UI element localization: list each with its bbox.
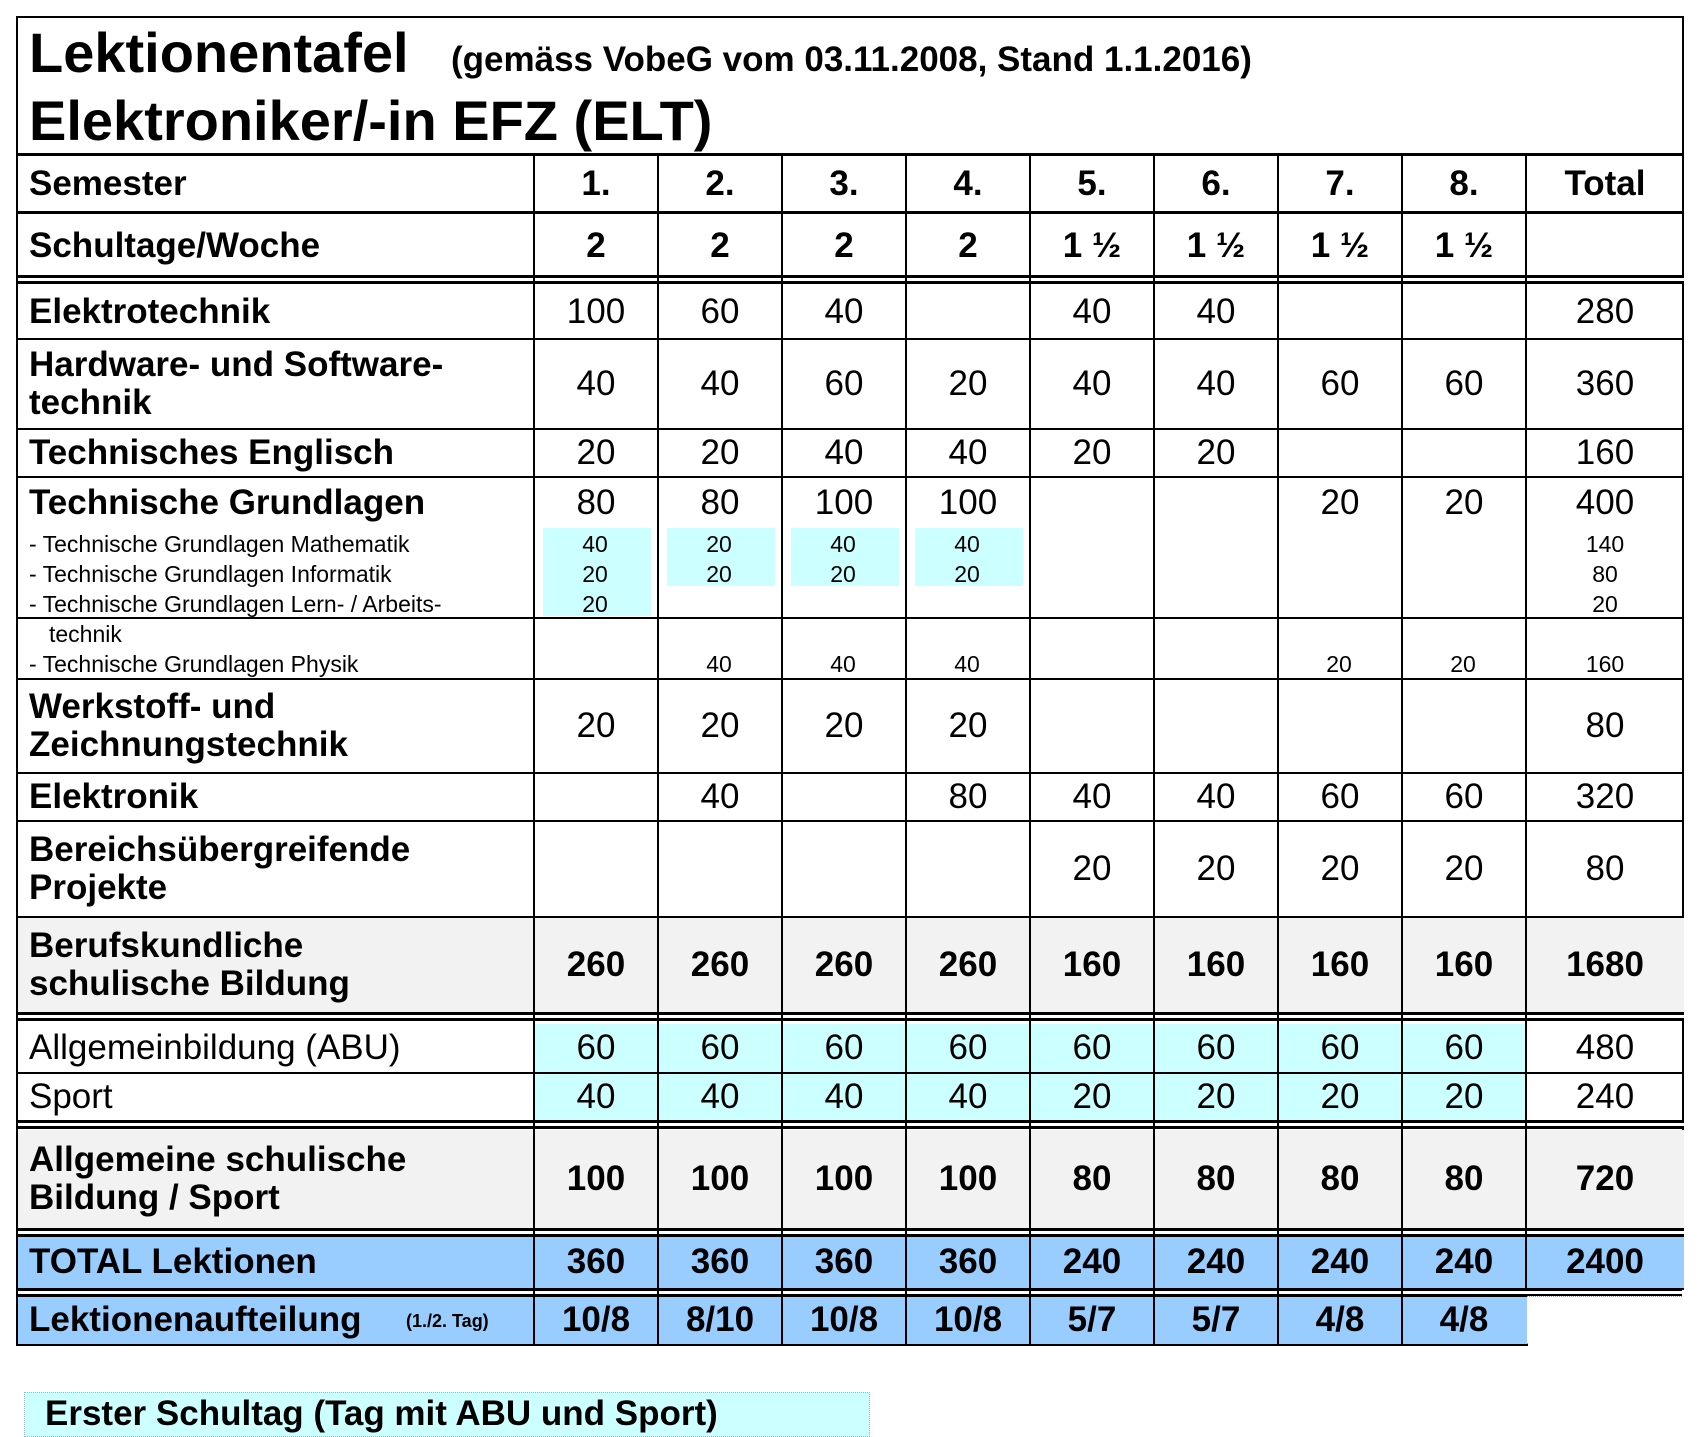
subject-elektronik-cell-7: 60 [1320,777,1360,816]
col-divider-3 [781,154,783,1344]
subject-technische-grundlagen-cell-3: 100 [814,483,874,522]
subject-technische-grundlagen-cell-6 [1154,478,1278,528]
subject-elektronik-cell-5: 40 [1072,777,1112,816]
subject-elektrotechnik-label: Elektrotechnik [29,291,271,331]
subject-werkstoff-cell-6 [1154,680,1278,772]
tg-sub-3-total: 20 [1592,591,1618,617]
subject-elektronik-cell-4: 80 [948,777,988,816]
allgemein-total-row-label: Allgemeine schulische Bildung / Sport [29,1139,407,1217]
subject-werkstoff-cell-1: 20 [576,706,616,745]
sheet-border-gap [1528,1342,1686,1348]
total-row-cell-5: 240 [1062,1242,1122,1281]
tg-sub-1-cell-2: 20 [706,531,732,557]
sport-row-total: 240 [1575,1077,1635,1116]
days-row-cell-4: 2 [958,226,978,265]
subject-elektrotechnik-cell-7 [1278,286,1402,338]
subject-elektronik-label: Elektronik [29,776,199,816]
subject-elektrotechnik-cell-5: 40 [1072,292,1112,331]
abu-row-cell-4: 60 [948,1028,988,1067]
total-row-label: TOTAL Lektionen [29,1241,317,1281]
berufskundlich-row-cell-5: 160 [1062,945,1122,984]
subject-technisches-englisch-cell-2: 20 [700,433,740,472]
col-divider-6 [1153,154,1155,1344]
tg-sub-4-cell-7: 20 [1326,651,1352,677]
rule-8 [18,916,1684,918]
subject-technisches-englisch-total: 160 [1575,433,1635,472]
subject-technisches-englisch-cell-1: 20 [576,433,616,472]
tg-sub-3-cell-1: 20 [582,591,608,617]
tg-sub-1-cell-4: 40 [954,531,980,557]
abu-row-cell-3: 60 [824,1028,864,1067]
subject-elektrotechnik-cell-3: 40 [824,292,864,331]
berufskundlich-row-cell-6: 160 [1186,945,1246,984]
berufskundlich-row-label: Berufskundliche schulische Bildung [29,925,350,1003]
subject-hardware-software-cell-6: 40 [1196,364,1236,403]
subject-hardware-software-cell-2: 40 [700,364,740,403]
sport-row-label: Sport [29,1076,113,1116]
rule-12 [18,1228,1684,1237]
sport-row-cell-8: 20 [1444,1077,1484,1116]
days-row-total [1526,216,1684,276]
subject-technische-grundlagen-cell-5 [1030,478,1154,528]
subject-elektrotechnik-cell-1: 100 [566,292,626,331]
sheet-border-gap-right [1682,1290,1686,1348]
days-row-cell-5: 1 ½ [1062,226,1122,265]
tg-sub-1-cell-1: 40 [582,531,608,557]
subject-projekte-cell-1 [534,822,658,916]
rule-7 [18,820,1684,822]
tg-sub-2-cell-4: 20 [954,561,980,587]
abu-row-cell-2: 60 [700,1028,740,1067]
subject-hardware-software-cell-3: 60 [824,364,864,403]
subject-werkstoff-cell-3: 20 [824,706,864,745]
rule-13 [18,1288,1684,1297]
subject-technische-grundlagen-total: 400 [1575,483,1635,522]
berufskundlich-row-cell-2: 260 [690,945,750,984]
subject-projekte-label: Bereichsübergreifende Projekte [29,829,411,907]
subject-projekte-cell-6: 20 [1196,849,1236,888]
subject-elektronik-cell-8: 60 [1444,777,1484,816]
subject-hardware-software-label: Hardware- und Software- technik [29,344,444,422]
subject-projekte-cell-5: 20 [1072,849,1112,888]
total-row-cell-4: 360 [938,1242,998,1281]
subject-elektrotechnik-cell-2: 60 [700,292,740,331]
split-row-cell-4: 10/8 [933,1300,1003,1339]
semester-row-total: Total [1564,164,1646,203]
semester-row-cell-6: 6. [1201,164,1231,203]
split-row-cell-5: 5/7 [1067,1300,1117,1339]
subject-projekte-cell-7: 20 [1320,849,1360,888]
subject-werkstoff-total: 80 [1585,706,1625,745]
rule-10 [18,1072,1684,1074]
subject-projekte-cell-4 [906,822,1030,916]
allgemein-total-row-cell-5: 80 [1072,1159,1112,1198]
berufskundlich-row-cell-1: 260 [566,945,626,984]
col-divider-7 [1277,154,1279,1344]
rule-1 [18,338,1684,340]
tg-sub-4-total: 160 [1585,651,1625,677]
total-row-cell-2: 360 [690,1242,750,1281]
abu-row-cell-6: 60 [1196,1028,1236,1067]
tg-sub-1-cell-3: 40 [830,531,856,557]
abu-row-cell-8: 60 [1444,1028,1484,1067]
col-divider-8 [1401,154,1403,1344]
tg-sub-2-cell-2: 20 [706,561,732,587]
split-row-label: Lektionenaufteilung [29,1299,362,1339]
subject-elektrotechnik-cell-8 [1402,286,1526,338]
subject-elektrotechnik-cell-6: 40 [1196,292,1236,331]
split-row-cell-1: 10/8 [561,1300,631,1339]
subject-projekte-cell-2 [658,822,782,916]
subject-hardware-software-cell-7: 60 [1320,364,1360,403]
subject-elektronik-total: 320 [1575,777,1635,816]
total-row-cell-3: 360 [814,1242,874,1281]
subject-technisches-englisch-cell-3: 40 [824,433,864,472]
subject-technisches-englisch-cell-4: 40 [948,433,988,472]
allgemein-total-row-total: 720 [1575,1159,1635,1198]
tg-sub-4-cell-8: 20 [1450,651,1476,677]
split-row-cell-8: 4/8 [1439,1300,1489,1339]
allgemein-total-row-cell-1: 100 [566,1159,626,1198]
subject-technisches-englisch-cell-6: 20 [1196,433,1236,472]
tg-sub-label-2: - Technische Grundlagen Informatik [29,561,392,587]
allgemein-total-row-cell-2: 100 [690,1159,750,1198]
subject-technische-grundlagen-cell-1: 80 [576,483,616,522]
split-row-cell-3: 10/8 [809,1300,879,1339]
rule-9 [18,1012,1684,1021]
subject-hardware-software-cell-8: 60 [1444,364,1484,403]
semester-row-cell-5: 5. [1077,164,1107,203]
rule-6 [18,772,1684,774]
rule-2 [18,428,1684,430]
subject-technische-grundlagen-cell-4: 100 [938,483,998,522]
split-row-note: (1./2. Tag) [406,1311,489,1332]
tg-sub-4-cell-4: 40 [954,651,980,677]
subject-elektrotechnik-total: 280 [1575,292,1635,331]
split-row-empty-cell [1527,1296,1684,1344]
subject-elektronik-cell-2: 40 [700,777,740,816]
total-row-cell-7: 240 [1310,1242,1370,1281]
total-row-cell-1: 360 [566,1242,626,1281]
subject-technisches-englisch-cell-5: 20 [1072,433,1112,472]
subject-technische-grundlagen-cell-8: 20 [1444,483,1484,522]
col-divider-2 [657,154,659,1344]
tg-sub-label-3: - Technische Grundlagen Lern- / Arbeits- [29,591,442,617]
allgemein-total-row-cell-6: 80 [1196,1159,1236,1198]
abu-row-cell-1: 60 [576,1028,616,1067]
tg-sub-1-total: 140 [1585,531,1625,557]
allgemein-total-row-cell-3: 100 [814,1159,874,1198]
sport-row-cell-7: 20 [1320,1077,1360,1116]
subject-technisches-englisch-cell-7 [1278,430,1402,476]
subject-werkstoff-cell-7 [1278,680,1402,772]
days-row-cell-7: 1 ½ [1310,226,1370,265]
semester-row-cell-7: 7. [1325,164,1355,203]
page-subtitle: (gemäss VobeG vom 03.11.2008, Stand 1.1.2016) [451,39,1252,79]
tg-sub-4-cell-2: 40 [706,651,732,677]
tg-sub-2-cell-3: 20 [830,561,856,587]
rule-days [18,275,1684,284]
total-row-total: 2400 [1566,1242,1644,1281]
rule-5 [18,678,1684,680]
abu-row-cell-7: 60 [1320,1028,1360,1067]
tg-sub-label-1: - Technische Grundlagen Mathematik [29,531,410,557]
subject-technisches-englisch-cell-8 [1402,430,1526,476]
days-row-cell-1: 2 [586,226,606,265]
subject-elektronik-cell-6: 40 [1196,777,1236,816]
subject-hardware-software-cell-1: 40 [576,364,616,403]
berufskundlich-row-cell-7: 160 [1310,945,1370,984]
berufskundlich-row-cell-4: 260 [938,945,998,984]
subject-werkstoff-cell-8 [1402,680,1526,772]
allgemein-total-row-cell-8: 80 [1444,1159,1484,1198]
subject-werkstoff-cell-4: 20 [948,706,988,745]
semester-row-cell-3: 3. [829,164,859,203]
sport-row-cell-2: 40 [700,1077,740,1116]
rule-3 [18,476,1684,478]
total-row-cell-8: 240 [1434,1242,1494,1281]
split-row-cell-2: 8/10 [685,1300,755,1339]
tg-sub-label-4: - Technische Grundlagen Physik [29,651,359,677]
col-divider-4 [905,154,907,1344]
days-row-cell-3: 2 [834,226,854,265]
subject-technische-grundlagen-cell-7: 20 [1320,483,1360,522]
col-divider-5 [1029,154,1031,1344]
sport-row-cell-4: 40 [948,1077,988,1116]
rule-4 [18,617,1684,619]
berufskundlich-row-cell-3: 260 [814,945,874,984]
col-divider-9 [1525,154,1527,1288]
abu-row-label: Allgemeinbildung (ABU) [29,1027,401,1067]
subject-hardware-software-cell-4: 20 [948,364,988,403]
semester-row-cell-4: 4. [953,164,983,203]
subject-werkstoff-label: Werkstoff- und Zeichnungstechnik [29,686,348,764]
semester-row-cell-8: 8. [1449,164,1479,203]
semester-row-label: Semester [29,163,187,203]
subject-technische-grundlagen-cell-2: 80 [700,483,740,522]
rule-semester [18,211,1684,214]
split-row-cell-6: 5/7 [1191,1300,1241,1339]
tg-sub-4-cell-3: 40 [830,651,856,677]
subject-projekte-total: 80 [1585,849,1625,888]
berufskundlich-row-total: 1680 [1566,945,1644,984]
sport-row-cell-1: 40 [576,1077,616,1116]
semester-row-cell-2: 2. [705,164,735,203]
subject-technische-grundlagen-label: Technische Grundlagen [29,482,426,522]
sport-row-cell-3: 40 [824,1077,864,1116]
tg-sub-label-3-cont: technik [49,621,122,647]
subject-elektronik-cell-3 [782,774,906,820]
sport-row-cell-5: 20 [1072,1077,1112,1116]
days-row-cell-6: 1 ½ [1186,226,1246,265]
split-row-cell-7: 4/8 [1315,1300,1365,1339]
allgemein-total-row-cell-7: 80 [1320,1159,1360,1198]
subject-elektrotechnik-cell-4 [906,286,1030,338]
total-row-cell-6: 240 [1186,1242,1246,1281]
col-divider-1 [533,154,535,1344]
semester-row-cell-1: 1. [581,164,611,203]
subject-werkstoff-cell-5 [1030,680,1154,772]
days-row-cell-2: 2 [710,226,730,265]
days-row-cell-8: 1 ½ [1434,226,1494,265]
subject-hardware-software-cell-5: 40 [1072,364,1112,403]
legend-text: Erster Schultag (Tag mit ABU und Sport) [45,1394,718,1434]
rule-header [18,153,1684,156]
subject-technisches-englisch-label: Technisches Englisch [29,432,395,472]
days-row-label: Schultage/Woche [29,225,321,265]
berufskundlich-row-cell-8: 160 [1434,945,1494,984]
tg-sub-2-cell-1: 20 [582,561,608,587]
abu-row-cell-5: 60 [1072,1028,1112,1067]
rule-11 [18,1120,1684,1129]
allgemein-total-row-cell-4: 100 [938,1159,998,1198]
tg-sub-2-total: 80 [1592,561,1618,587]
sport-row-cell-6: 20 [1196,1077,1236,1116]
page-title: Lektionentafel [29,21,409,85]
abu-row-total: 480 [1575,1028,1635,1067]
subject-projekte-cell-8: 20 [1444,849,1484,888]
subject-elektronik-cell-1 [534,774,658,820]
subject-hardware-software-total: 360 [1575,364,1635,403]
subject-werkstoff-cell-2: 20 [700,706,740,745]
profession-title: Elektroniker/-in EFZ (ELT) [29,89,713,153]
subject-projekte-cell-3 [782,822,906,916]
